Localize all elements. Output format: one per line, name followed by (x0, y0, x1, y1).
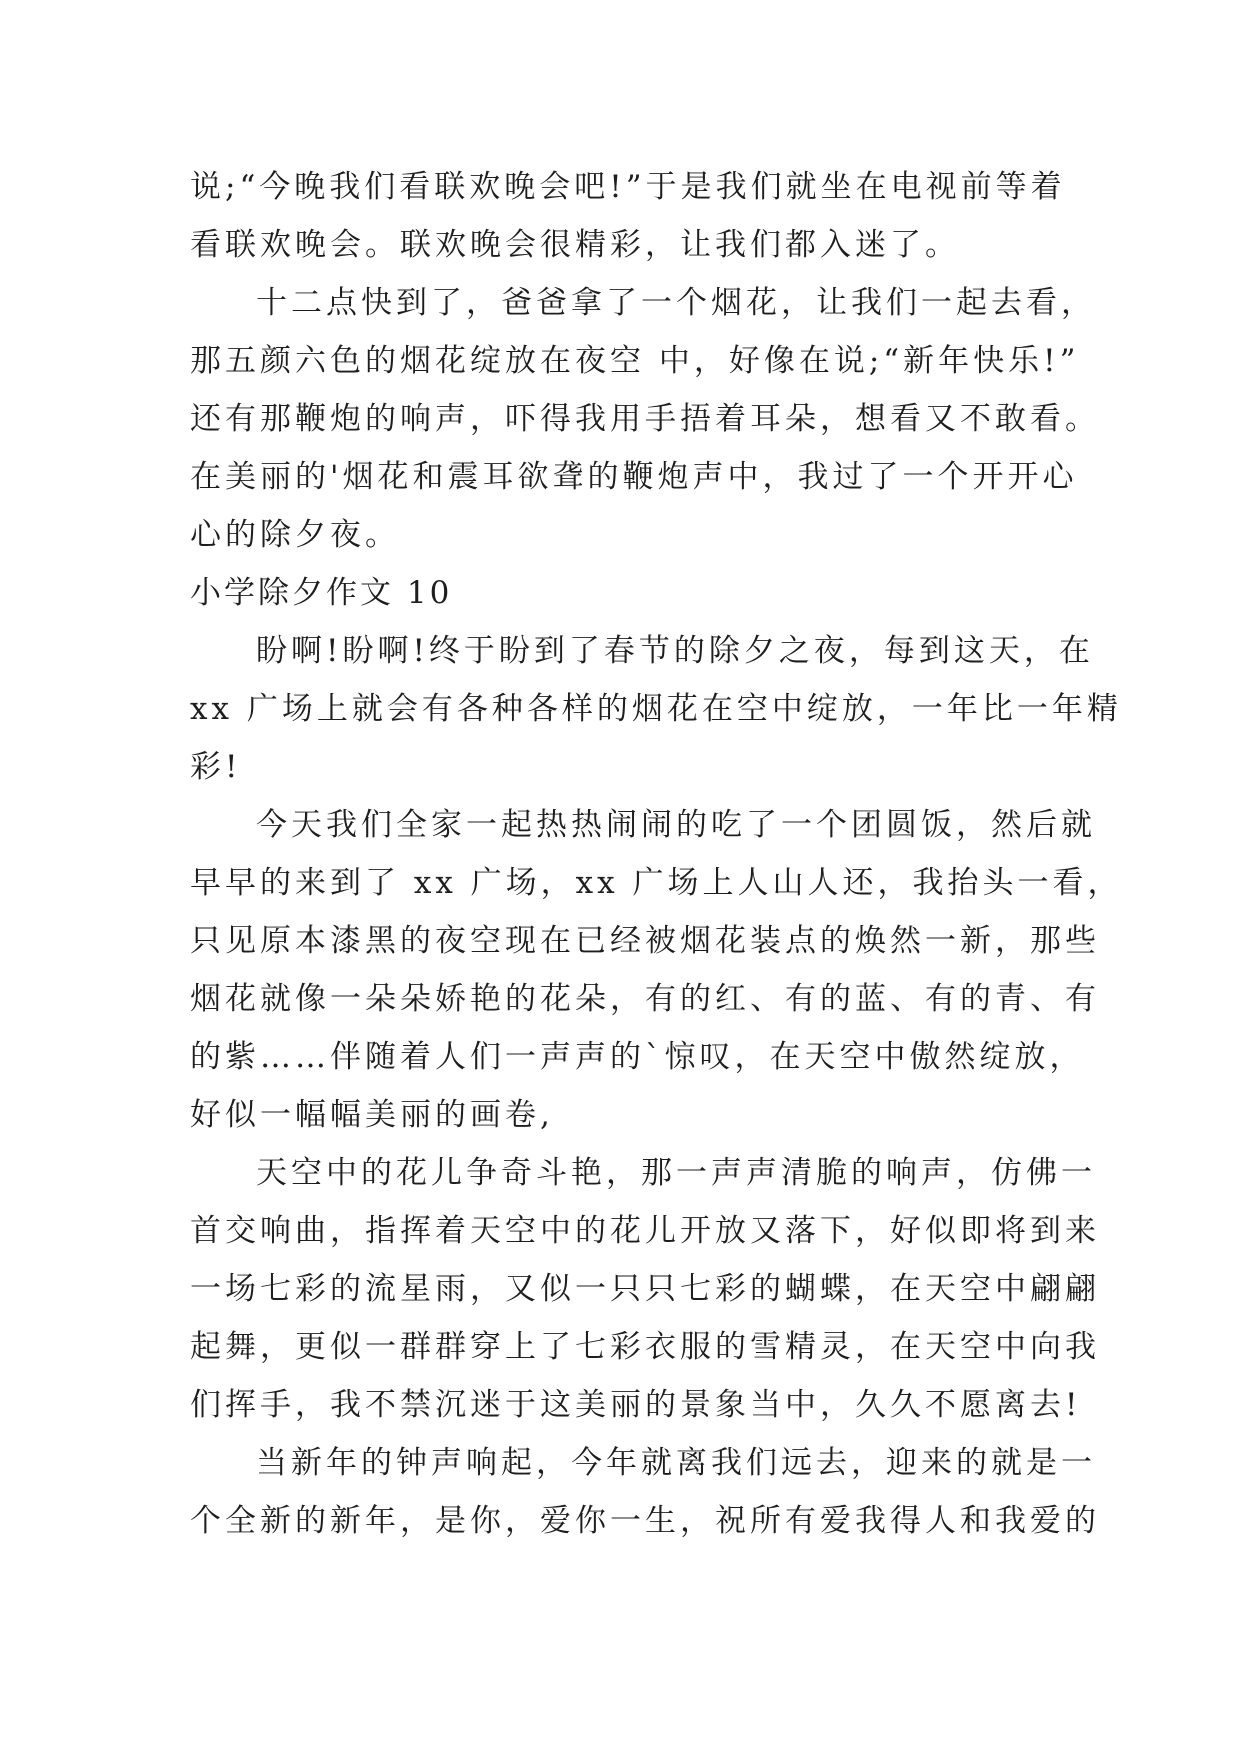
paragraph (190, 796, 1123, 1144)
section-heading (190, 564, 1050, 622)
text-line: 今天我们全家一起热热闹闹的吃了一个团圆饭，然后就 (256, 807, 1096, 843)
text-line: 还有那鞭炮的响声，吓得我用手捂着耳朵，想看又不敢看。 (190, 401, 1100, 437)
text-line: 们挥手，我不禁沉迷于这美丽的景象当中，久久不愿离去! (190, 1387, 1082, 1423)
heading-text: 小学除夕作文 10 (190, 575, 453, 611)
text-line: 的紫……伴随着人们一声声的`惊叹，在天空中傲然绽放， (190, 1039, 1085, 1075)
text-line: 在美丽的'烟花和震耳欲聋的鞭炮声中，我过了一个开开心 (190, 459, 1078, 495)
text-line: 彩! (190, 749, 242, 785)
text-line: 那五颜六色的烟花绽放在夜空 中，好像在说;“新年快乐!” (190, 343, 1080, 379)
document-body (190, 158, 1123, 1550)
text-line: 只见原本漆黑的夜空现在已经被烟花装点的焕然一新，那些 (190, 923, 1100, 959)
paragraph (190, 1434, 1100, 1550)
text-line: 十二点快到了，爸爸拿了一个烟花，让我们一起去看， (256, 285, 1096, 321)
text-line: 早早的来到了 xx 广场，xx 广场上人山人还，我抬头一看， (190, 865, 1123, 901)
text-line: 首交响曲，指挥着天空中的花儿开放又落下，好似即将到来 (190, 1213, 1100, 1249)
text-line: 一场七彩的流星雨，又似一只只七彩的蝴蝶，在天空中翩翩 (190, 1271, 1100, 1307)
paragraph (190, 1144, 1100, 1434)
text-line: 盼啊!盼啊!终于盼到了春节的除夕之夜，每到这天，在 (256, 633, 1094, 669)
text-line: 个全新的新年，是你，爱你一生，祝所有爱我得人和我爱的 (190, 1503, 1100, 1539)
text-line: 心的除夕夜。 (190, 517, 400, 553)
text-line: 说;“今晚我们看联欢晚会吧!”于是我们就坐在电视前等着 (190, 169, 1066, 205)
text-line: 起舞，更似一群群穿上了七彩衣服的雪精灵，在天空中向我 (190, 1329, 1100, 1365)
text-line: 烟花就像一朵朵娇艳的花朵，有的红、有的蓝、有的青、有 (190, 981, 1100, 1017)
text-line: 当新年的钟声响起，今年就离我们远去，迎来的就是一 (256, 1445, 1096, 1481)
text-line: 看联欢晚会。联欢晚会很精彩，让我们都入迷了。 (190, 227, 960, 263)
paragraph (190, 158, 1066, 274)
paragraph (190, 622, 1122, 796)
text-line: 好似一幅幅美丽的画卷, (190, 1097, 554, 1133)
paragraph (190, 274, 1100, 564)
text-line: xx 广场上就会有各种各样的烟花在空中绽放，一年比一年精 (190, 691, 1122, 727)
text-line: 天空中的花儿争奇斗艳，那一声声清脆的响声，仿佛一 (256, 1155, 1096, 1191)
